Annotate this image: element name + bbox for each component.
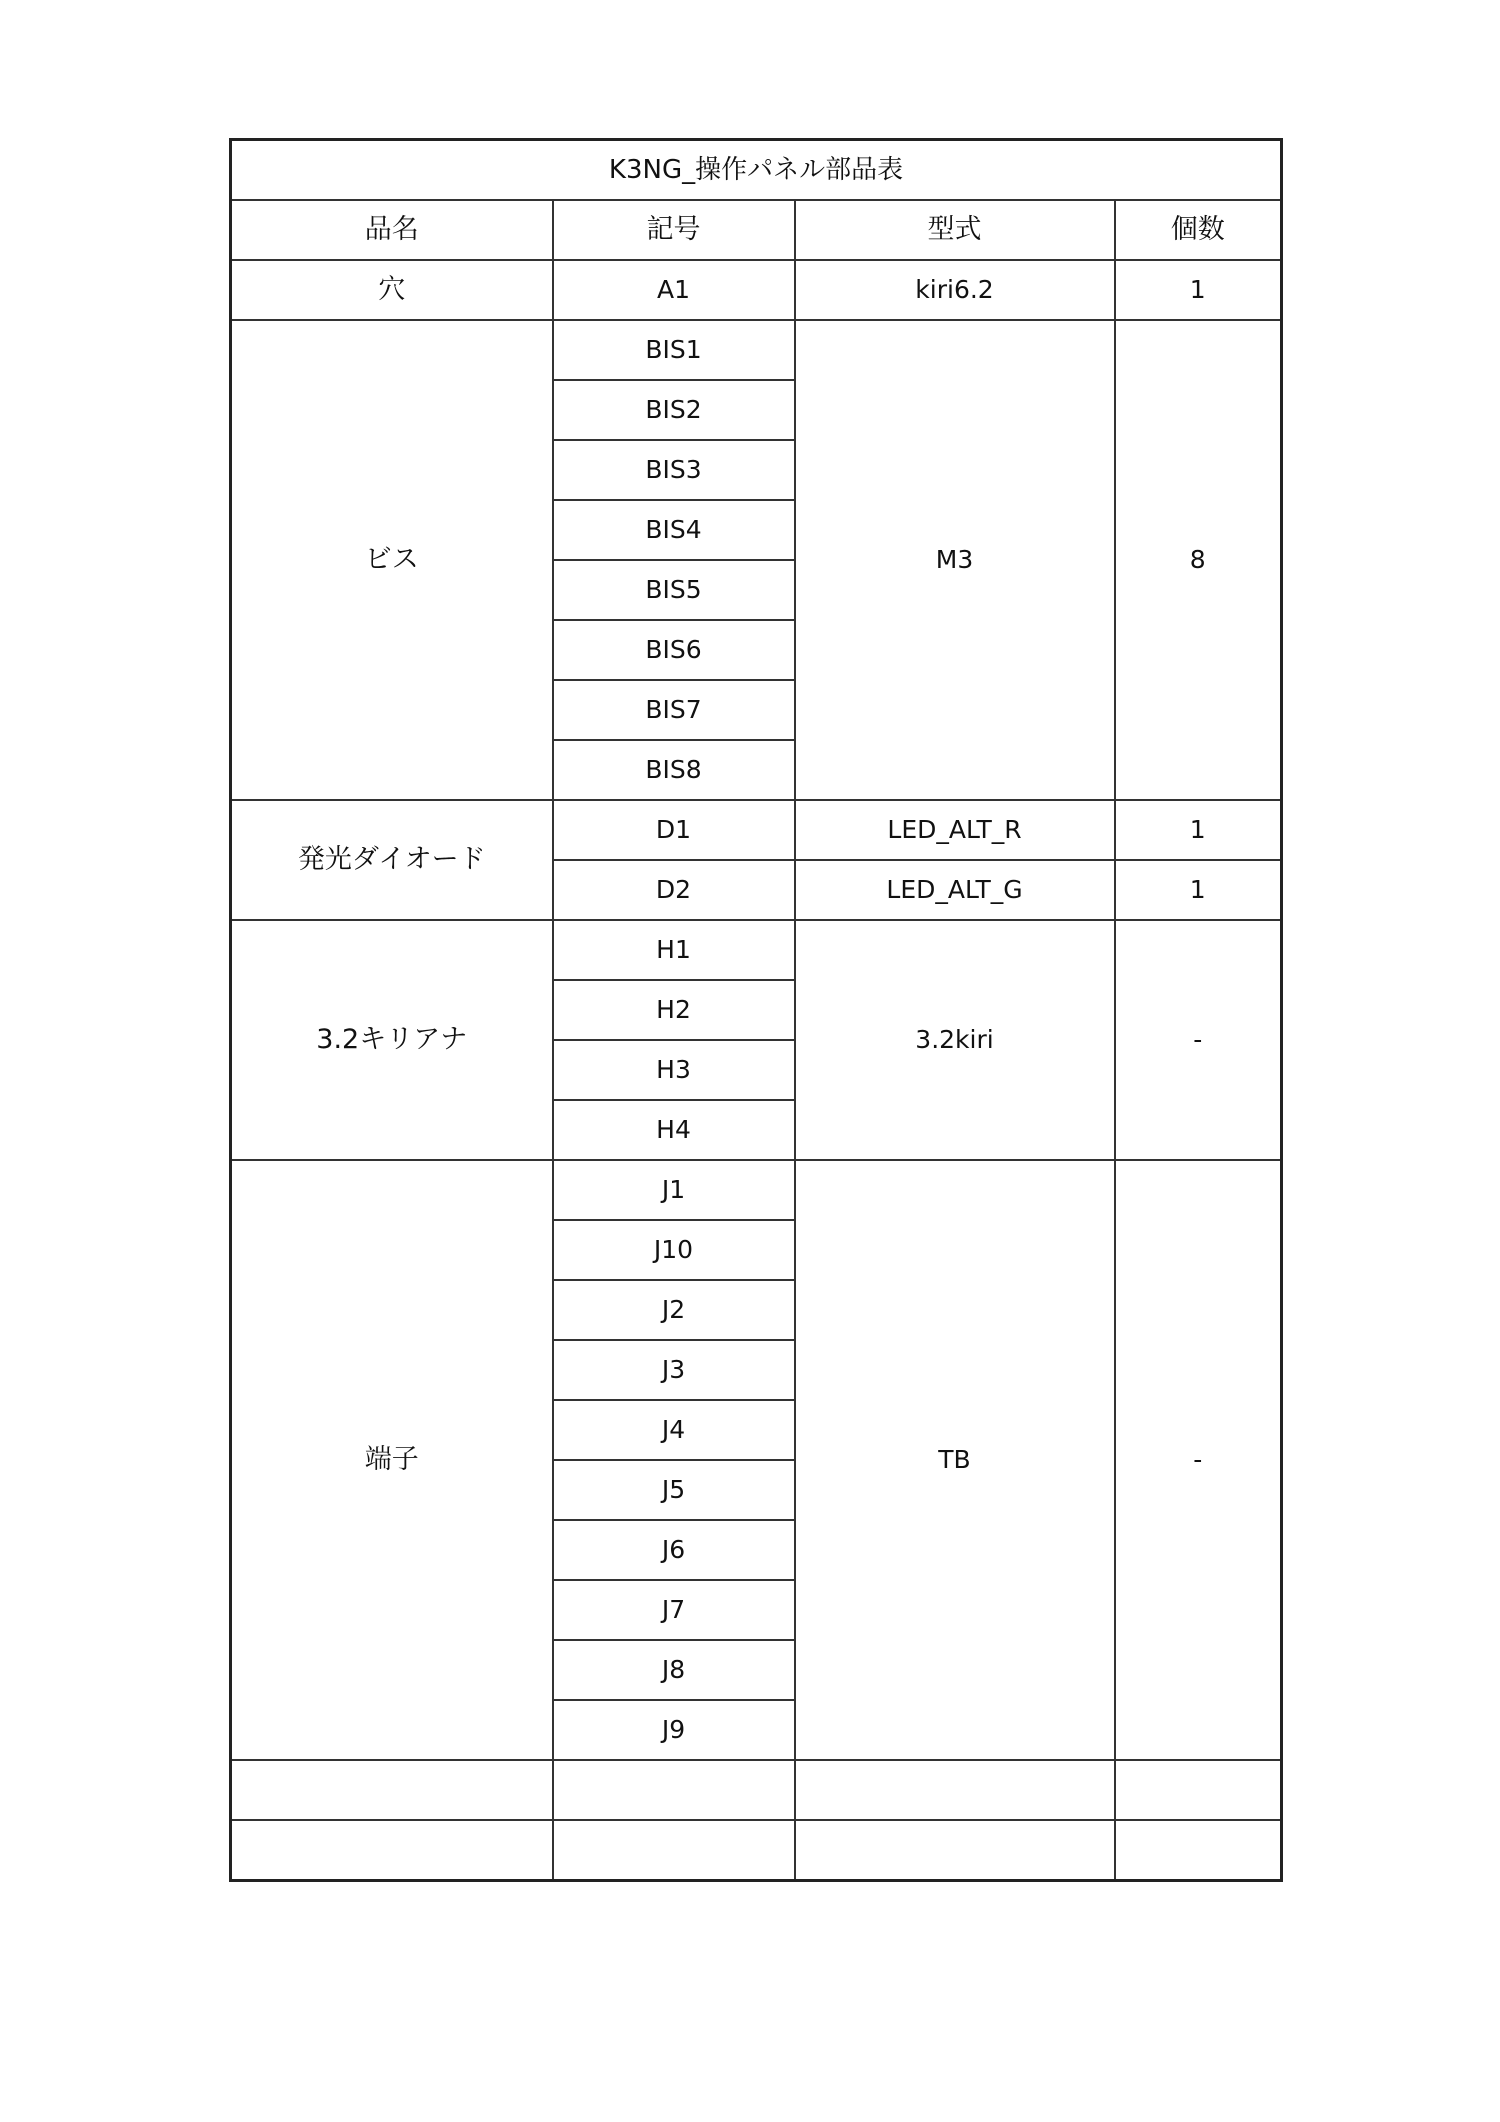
symbol-cell: A1 xyxy=(553,260,795,320)
part-name-led: 発光ダイオード xyxy=(231,800,553,920)
qty-cell: 1 xyxy=(1115,860,1282,920)
empty-cell xyxy=(231,1820,553,1881)
symbol-cell: H2 xyxy=(553,980,795,1040)
header-name: 品名 xyxy=(231,200,553,260)
model-cell: kiri6.2 xyxy=(795,260,1115,320)
title-row xyxy=(231,140,1282,201)
empty-cell xyxy=(1115,1820,1282,1881)
symbol-cell: H1 xyxy=(553,920,795,980)
empty-cell xyxy=(1115,1760,1282,1820)
symbol-cell: BIS4 xyxy=(553,500,795,560)
empty-cell xyxy=(795,1820,1115,1881)
symbol-cell: J8 xyxy=(553,1640,795,1700)
symbol-cell: J7 xyxy=(553,1580,795,1640)
symbol-cell: J3 xyxy=(553,1340,795,1400)
header-symbol: 記号 xyxy=(553,200,795,260)
parts-list-table xyxy=(229,138,1283,1882)
empty-row xyxy=(231,1820,1282,1881)
part-name-screw: ビス xyxy=(231,320,553,800)
symbol-cell: BIS3 xyxy=(553,440,795,500)
header-qty: 個数 xyxy=(1115,200,1282,260)
qty-cell: - xyxy=(1115,1160,1282,1760)
model-cell: LED_ALT_G xyxy=(795,860,1115,920)
symbol-cell: BIS1 xyxy=(553,320,795,380)
table-row xyxy=(231,260,1282,320)
model-cell: TB xyxy=(795,1160,1115,1760)
symbol-cell: BIS6 xyxy=(553,620,795,680)
header-model: 型式 xyxy=(795,200,1115,260)
symbol-cell: J2 xyxy=(553,1280,795,1340)
symbol-cell: BIS5 xyxy=(553,560,795,620)
table-row xyxy=(231,320,1282,380)
part-name-hole: 穴 xyxy=(231,260,553,320)
header-row xyxy=(231,200,1282,260)
qty-cell: 1 xyxy=(1115,800,1282,860)
part-name-terminal: 端子 xyxy=(231,1160,553,1760)
symbol-cell: H4 xyxy=(553,1100,795,1160)
symbol-cell: J5 xyxy=(553,1460,795,1520)
empty-cell xyxy=(231,1760,553,1820)
table-row xyxy=(231,800,1282,860)
model-cell: 3.2kiri xyxy=(795,920,1115,1160)
part-name-drill: 3.2キリアナ xyxy=(231,920,553,1160)
qty-cell: - xyxy=(1115,920,1282,1160)
empty-cell xyxy=(553,1760,795,1820)
qty-cell: 1 xyxy=(1115,260,1282,320)
table-row xyxy=(231,920,1282,980)
empty-cell xyxy=(553,1820,795,1881)
symbol-cell: D1 xyxy=(553,800,795,860)
symbol-cell: J10 xyxy=(553,1220,795,1280)
symbol-cell: BIS7 xyxy=(553,680,795,740)
model-cell: M3 xyxy=(795,320,1115,800)
table-row xyxy=(231,1160,1282,1220)
qty-cell: 8 xyxy=(1115,320,1282,800)
symbol-cell: D2 xyxy=(553,860,795,920)
symbol-cell: J9 xyxy=(553,1700,795,1760)
table-title: K3NG_操作パネル部品表 xyxy=(231,140,1282,201)
empty-row xyxy=(231,1760,1282,1820)
symbol-cell: J4 xyxy=(553,1400,795,1460)
symbol-cell: BIS8 xyxy=(553,740,795,800)
symbol-cell: H3 xyxy=(553,1040,795,1100)
empty-cell xyxy=(795,1760,1115,1820)
model-cell: LED_ALT_R xyxy=(795,800,1115,860)
symbol-cell: J6 xyxy=(553,1520,795,1580)
symbol-cell: BIS2 xyxy=(553,380,795,440)
symbol-cell: J1 xyxy=(553,1160,795,1220)
